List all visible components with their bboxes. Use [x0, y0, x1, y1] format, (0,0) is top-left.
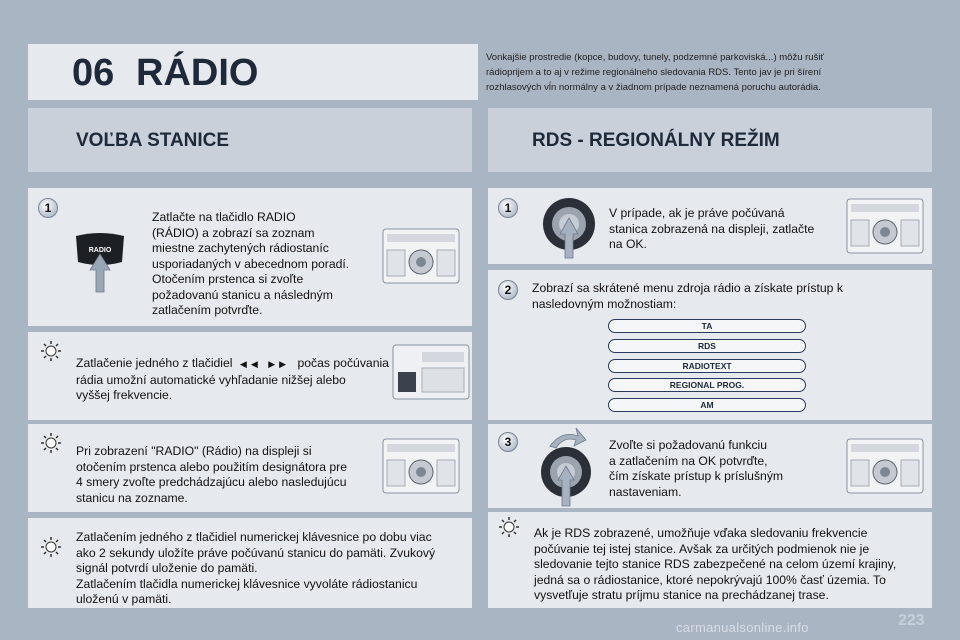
head-unit-illustration [846, 438, 924, 494]
chapter-number: 06 [72, 52, 115, 94]
lightbulb-tip-icon [40, 340, 62, 362]
page-title: RÁDIO [136, 52, 259, 94]
text-line: 4 smery zvoľte predchádzajúcu alebo nasledujúcu [76, 475, 347, 489]
intro-line: rozhlasových vĺn normálny a v žiadnom prípade neznamená poruchu autorádia. [486, 82, 821, 93]
radio-button-label: RADIO [88, 247, 112, 254]
step-number-badge: 2 [498, 280, 518, 300]
text-line: usporiadaných v abecednom poradí. [152, 256, 350, 271]
text-line: počúvanie tej istej stanice. Avšak za určitých podmienok nie je [534, 541, 870, 556]
step-number-badge: 3 [498, 432, 518, 452]
right-tip-text [534, 526, 896, 604]
menu-option-ta[interactable]: TA [608, 319, 806, 333]
text-line: požadovanú stanicu a následným [152, 287, 333, 302]
text-line [76, 356, 389, 373]
menu-option-am[interactable]: AM [608, 398, 806, 412]
left-section-title: VOĽBA STANICE [76, 130, 230, 151]
text-fragment: počas počúvania [297, 356, 389, 370]
text-line: nastaveniam. [609, 484, 682, 499]
intro-note [486, 50, 846, 95]
ok-knob-press-icon [540, 196, 598, 260]
head-unit-illustration [392, 344, 470, 400]
text-line: čím získate prístup k príslušným [609, 469, 784, 483]
radio-button-illustration [70, 228, 130, 294]
intro-line: rádioprijem a to aj v režime regionálneho sledovania RDS. Tento jav je pri šírení [486, 67, 822, 78]
text-line: uloženú v pamäti. [76, 592, 172, 606]
left-tip2-text [76, 444, 347, 506]
page-number: 223 [898, 612, 925, 629]
watermark: carmanualsonline.info [676, 620, 809, 635]
text-line: signál potvrdí uloženie do pamäti. [76, 561, 258, 575]
text-line: vyššej frekvencie. [76, 388, 173, 402]
menu-option-rds[interactable]: RDS [608, 339, 806, 353]
step-number-badge: 1 [498, 198, 518, 218]
intro-line: Vonkajšie prostredie (kopce, budovy, tunely, podzemné parkoviská...) môžu rušiť [486, 52, 824, 63]
text-line: zatlačením potvrďte. [152, 303, 263, 317]
lightbulb-tip-icon [40, 536, 62, 558]
text-line: Otočením prstenca si zvoľte [152, 272, 304, 286]
text-line: otočením prstenca alebo použitím designátora pre [76, 459, 347, 474]
text-line: stanica zobrazená na displeji, zatlačte [609, 221, 815, 236]
text-line: Pri zobrazení "RADIO" (Rádio) na displeji si [76, 444, 312, 458]
menu-option-regional-prog[interactable]: REGIONAL PROG. [608, 378, 806, 392]
text-line: nasledovným možnostiam: [532, 296, 677, 311]
text-line: a zatlačením na OK potvrďte, [609, 453, 768, 468]
left-step1-text [152, 210, 349, 319]
text-line: jedná sa o rádiostanice, ktoré nepokrývajú 100% časť územia. To [534, 572, 886, 587]
right-section-title: RDS - REGIONÁLNY REŽIM [532, 130, 780, 151]
text-line: Zatlačte na tlačidlo RADIO [152, 210, 296, 224]
text-line: vysvetľuje stratu príjmu stanice na prechádzanej trase. [534, 588, 829, 602]
text-line: V prípade, ak je práve počúvaná [609, 206, 785, 220]
text-line: na OK. [609, 237, 647, 251]
left-tip3-text [76, 530, 435, 608]
step-number-badge: 1 [38, 198, 58, 218]
text-line: Zvoľte si požadovanú funkciu [609, 438, 768, 452]
head-unit-illustration [382, 438, 460, 494]
right-step3-text [609, 438, 783, 500]
text-line: ako 2 sekundy uložíte práve počúvanú stanicu do pamäti. Zvukový [76, 545, 436, 560]
menu-option-radiotext[interactable]: RADIOTEXT [608, 359, 806, 373]
text-line: rádia umožní automatické vyhľadanie nižšej alebo [76, 372, 346, 387]
head-unit-illustration [846, 198, 924, 254]
text-line: sledovanie tejto stanice RDS zabezpečené na celom území krajiny, [534, 557, 897, 571]
text-line: Zatlačením jedného z tlačidiel numerickej klávesnice po dobu viac [76, 530, 432, 544]
seek-buttons-icon: ◀◀ ▶▶ [239, 359, 291, 369]
text-line: Ak je RDS zobrazené, umožňuje vďaka sledovaniu frekvencie [534, 526, 868, 540]
lightbulb-tip-icon [40, 432, 62, 454]
text-fragment: Zatlačenie jedného z tlačidiel [76, 356, 233, 370]
left-tip1-text [76, 356, 389, 404]
right-step1-text [609, 206, 814, 253]
text-line: Zobrazí sa skrátené menu zdroja rádio a získate prístup k [532, 281, 843, 295]
head-unit-illustration [382, 228, 460, 284]
text-line: miestne zachytených rádiostaníc [152, 241, 329, 255]
text-line: (RÁDIO) a zobrazí sa zoznam [152, 225, 315, 240]
text-line: Zatlačením tlačidla numerickej klávesnice vyvoláte rádiostanicu [76, 576, 418, 591]
lightbulb-tip-icon [498, 516, 520, 538]
text-line: stanicu na zozname. [76, 490, 188, 505]
right-step2-text [532, 281, 843, 312]
ok-knob-turn-icon [536, 424, 600, 508]
